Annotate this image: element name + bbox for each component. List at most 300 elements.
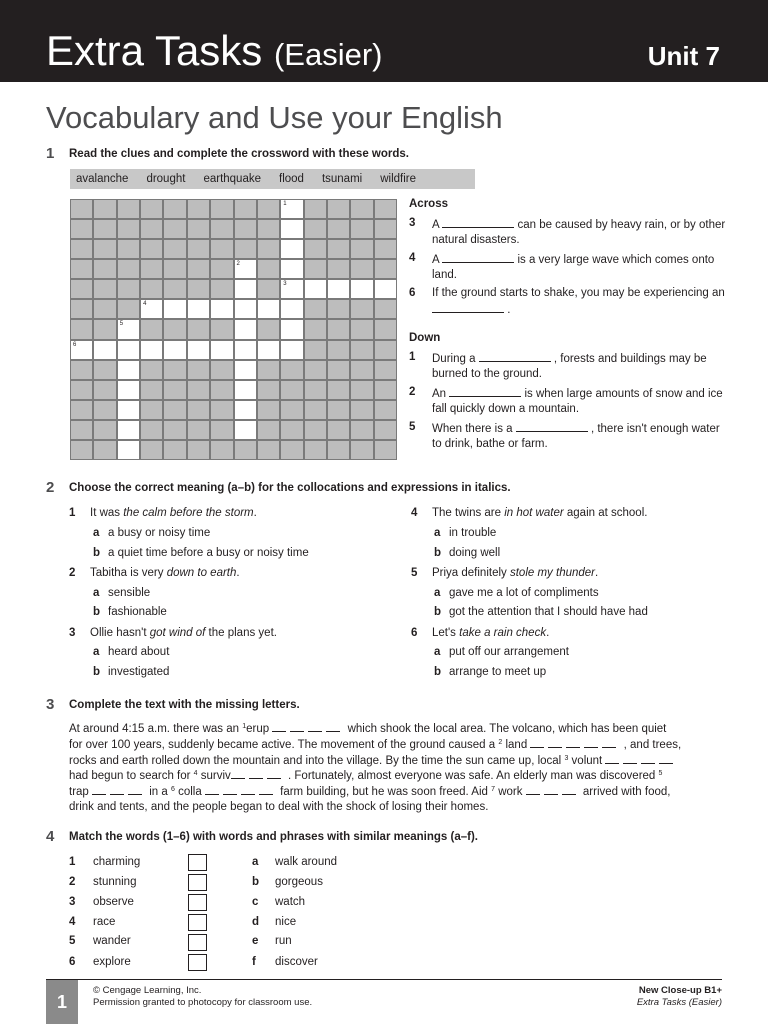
crossword-blocked-cell xyxy=(350,199,373,219)
copyright-text: © Cengage Learning, Inc. xyxy=(93,985,202,996)
word-stem: surviv xyxy=(200,770,231,783)
crossword-blocked-cell xyxy=(374,219,397,239)
clue-down-2 xyxy=(409,385,729,417)
gap-number: 1 xyxy=(242,723,247,730)
option-text: a quiet time before a busy or noisy time xyxy=(108,547,309,559)
gap-number: 4 xyxy=(193,770,198,778)
letter-gaps[interactable] xyxy=(605,755,677,767)
crossword-cell[interactable] xyxy=(93,340,116,360)
answer-blank[interactable] xyxy=(449,385,521,397)
text-line xyxy=(69,753,724,769)
letter-gaps[interactable] xyxy=(231,770,285,782)
crossword-blocked-cell xyxy=(257,400,280,420)
crossword-blocked-cell xyxy=(350,420,373,440)
question-number: 4 xyxy=(411,507,418,519)
crossword-blocked-cell xyxy=(350,400,373,420)
clue-number: 5 xyxy=(409,421,416,433)
crossword-blocked-cell xyxy=(374,259,397,279)
clue-text-after: is when large amounts of snow and ice fall quickly down a mountain. xyxy=(432,388,723,415)
letter-gaps[interactable] xyxy=(530,739,620,751)
word-stem: work xyxy=(498,786,523,799)
crossword-blocked-cell xyxy=(70,199,93,219)
crossword-blocked-cell xyxy=(234,440,257,460)
crossword-blocked-cell xyxy=(93,360,116,380)
crossword-blocked-cell xyxy=(304,199,327,219)
option-text: heard about xyxy=(108,646,170,658)
option-text: investigated xyxy=(108,666,170,678)
crossword-blocked-cell xyxy=(210,219,233,239)
crossword-blocked-cell xyxy=(163,199,186,219)
unit-label: Unit 7 xyxy=(647,41,720,71)
crossword-blocked-cell xyxy=(350,440,373,460)
crossword-cell[interactable] xyxy=(234,380,257,400)
answer-blank[interactable] xyxy=(442,216,514,228)
letter-gaps[interactable] xyxy=(92,786,146,798)
match-meaning: run xyxy=(275,935,292,947)
crossword-blocked-cell xyxy=(374,299,397,319)
crossword-blocked-cell xyxy=(210,199,233,219)
gap-number: 2 xyxy=(498,738,503,746)
crossword-blocked-cell xyxy=(374,420,397,440)
clue-text-after: , there isn't enough water to drink, bathe or farm. xyxy=(432,423,720,450)
task2-number: 2 xyxy=(46,479,55,496)
answer-box-4[interactable] xyxy=(188,914,207,931)
crossword-blocked-cell xyxy=(210,279,233,299)
text-run: . Fortunately, almost everyone was safe. An elderly man was discovered xyxy=(284,770,659,783)
crossword-blocked-cell xyxy=(304,299,327,319)
task2-instruction: Choose the correct meaning (a–b) for the collocations and expressions in italics. xyxy=(69,482,511,494)
crossword-cell[interactable] xyxy=(234,340,257,360)
crossword-blocked-cell xyxy=(117,219,140,239)
crossword-cell[interactable] xyxy=(140,299,163,319)
match-word: stunning xyxy=(93,876,137,888)
answer-box-3[interactable] xyxy=(188,894,207,911)
match-meaning: walk around xyxy=(275,856,338,868)
crossword-blocked-cell xyxy=(117,259,140,279)
crossword-cell[interactable] xyxy=(234,259,257,279)
crossword-blocked-cell xyxy=(93,239,116,259)
match-letter: a xyxy=(252,856,259,868)
crossword-blocked-cell xyxy=(304,440,327,460)
option-text: put off our arrangement xyxy=(449,646,569,658)
down-heading: Down xyxy=(409,332,441,344)
crossword-cell[interactable] xyxy=(280,259,303,279)
crossword-blocked-cell xyxy=(374,340,397,360)
crossword-blocked-cell xyxy=(257,219,280,239)
crossword-cell[interactable] xyxy=(210,340,233,360)
crossword-blocked-cell xyxy=(350,380,373,400)
crossword-blocked-cell xyxy=(327,319,350,339)
crossword-blocked-cell xyxy=(93,299,116,319)
clue-text-after: , forests and buildings may be burned to the ground. xyxy=(432,353,707,380)
clue-across-3 xyxy=(409,216,729,248)
crossword-cell[interactable] xyxy=(374,279,397,299)
crossword-blocked-cell xyxy=(257,360,280,380)
header-subtitle: (Easier) xyxy=(273,37,383,72)
book-title: New Close-up B1+ xyxy=(638,985,722,996)
crossword-cell[interactable] xyxy=(280,340,303,360)
crossword-blocked-cell xyxy=(327,440,350,460)
crossword-cell[interactable] xyxy=(280,299,303,319)
question-text: Ollie hasn't xyxy=(90,627,150,639)
crossword-blocked-cell xyxy=(257,380,280,400)
text-run: in a xyxy=(146,786,171,799)
question-text-end: again at school. xyxy=(563,507,648,519)
crossword-blocked-cell xyxy=(117,299,140,319)
footer-book xyxy=(637,985,722,1009)
crossword-blocked-cell xyxy=(70,360,93,380)
crossword-blocked-cell xyxy=(140,400,163,420)
gap-fill-text xyxy=(69,721,724,815)
section-title: Vocabulary and Use your English xyxy=(46,100,503,135)
word-box-item: earthquake xyxy=(203,173,261,185)
header-title xyxy=(46,28,382,78)
crossword-cell[interactable] xyxy=(280,279,303,299)
option-text: arrange to meet up xyxy=(449,666,547,678)
clue-text-after: is a very large wave which comes onto land. xyxy=(432,254,715,281)
question-expression: got wind of xyxy=(149,627,206,639)
crossword-blocked-cell xyxy=(187,360,210,380)
crossword-cell[interactable] xyxy=(234,360,257,380)
match-meaning: gorgeous xyxy=(275,876,323,888)
text-run: which shook the local area. The volcano, which has been quiet xyxy=(344,723,667,735)
crossword-cell[interactable] xyxy=(234,400,257,420)
crossword-blocked-cell xyxy=(374,380,397,400)
crossword-blocked-cell xyxy=(93,440,116,460)
question-expression: in hot water xyxy=(504,507,564,519)
crossword-clue-number: 3 xyxy=(283,281,287,288)
crossword-blocked-cell xyxy=(187,239,210,259)
question-text: The twins are xyxy=(432,507,505,519)
crossword-blocked-cell xyxy=(350,319,373,339)
option-text: in trouble xyxy=(449,527,497,539)
crossword-blocked-cell xyxy=(93,380,116,400)
task1-number: 1 xyxy=(46,145,55,162)
word-stem: erup xyxy=(246,723,270,735)
crossword-blocked-cell xyxy=(257,319,280,339)
crossword-blocked-cell xyxy=(280,420,303,440)
across-heading: Across xyxy=(409,198,448,210)
task3-instruction: Complete the text with the missing letters. xyxy=(69,699,300,711)
crossword-blocked-cell xyxy=(257,440,280,460)
question-text-end: . xyxy=(253,507,257,519)
crossword-blocked-cell xyxy=(350,259,373,279)
match-letter: b xyxy=(252,876,260,888)
letter-gaps[interactable] xyxy=(205,786,277,798)
crossword-blocked-cell xyxy=(374,319,397,339)
crossword-blocked-cell xyxy=(140,239,163,259)
crossword-blocked-cell xyxy=(374,239,397,259)
crossword-blocked-cell xyxy=(140,259,163,279)
text-line: drink and tents, and the people began to deal with the shock of losing their homes. xyxy=(69,800,489,813)
crossword-blocked-cell xyxy=(327,299,350,319)
gap-number: 6 xyxy=(170,786,175,794)
crossword-cell[interactable] xyxy=(234,319,257,339)
crossword-cell[interactable] xyxy=(280,219,303,239)
crossword-blocked-cell xyxy=(257,420,280,440)
crossword-blocked-cell xyxy=(327,380,350,400)
letter-gaps[interactable] xyxy=(526,786,580,798)
clue-number: 6 xyxy=(409,287,416,299)
crossword-blocked-cell xyxy=(163,279,186,299)
question-number: 6 xyxy=(411,627,418,639)
clue-number: 2 xyxy=(409,386,416,398)
crossword-blocked-cell xyxy=(140,219,163,239)
crossword-cell[interactable] xyxy=(257,299,280,319)
clue-text-before: A xyxy=(432,254,440,266)
crossword-cell[interactable] xyxy=(187,340,210,360)
option-text: got the attention that I should have had xyxy=(449,606,648,618)
crossword-grid[interactable] xyxy=(70,199,397,460)
crossword-cell[interactable] xyxy=(117,340,140,360)
text-run: for over 100 years, suddenly became active. The movement of the ground caused a xyxy=(69,738,499,751)
answer-blank[interactable] xyxy=(516,420,588,432)
crossword-blocked-cell xyxy=(70,239,93,259)
option-text: a busy or noisy time xyxy=(108,527,211,539)
crossword-blocked-cell xyxy=(327,239,350,259)
crossword-blocked-cell xyxy=(140,380,163,400)
question-text-end: . xyxy=(236,567,240,579)
text-line xyxy=(69,737,724,753)
crossword-blocked-cell xyxy=(187,420,210,440)
crossword-cell[interactable] xyxy=(280,319,303,339)
answer-box-5[interactable] xyxy=(188,934,207,951)
match-meaning: watch xyxy=(275,896,306,908)
question-text: Let's xyxy=(432,627,460,639)
crossword-cell[interactable] xyxy=(327,279,350,299)
match-number: 4 xyxy=(69,916,76,928)
crossword-cell[interactable] xyxy=(234,299,257,319)
crossword-blocked-cell xyxy=(350,340,373,360)
crossword-blocked-cell xyxy=(280,380,303,400)
text-run: , and trees, xyxy=(620,738,682,751)
book-subtitle: Extra Tasks (Easier) xyxy=(636,997,722,1008)
text-line xyxy=(69,784,724,800)
crossword-blocked-cell xyxy=(187,219,210,239)
crossword-blocked-cell xyxy=(140,420,163,440)
crossword-blocked-cell xyxy=(304,380,327,400)
crossword-blocked-cell xyxy=(304,340,327,360)
footer-copyright xyxy=(93,985,312,1009)
clue-text-before: During a xyxy=(432,353,476,365)
crossword-blocked-cell xyxy=(374,199,397,219)
crossword-cell[interactable] xyxy=(117,440,140,460)
question-text-end: the plans yet. xyxy=(205,627,277,639)
crossword-blocked-cell xyxy=(70,219,93,239)
option-text: fashionable xyxy=(108,606,167,618)
word-box xyxy=(70,169,475,189)
clue-down-5 xyxy=(409,420,729,452)
crossword-cell[interactable] xyxy=(140,340,163,360)
match-word: charming xyxy=(93,856,141,868)
gap-number: 5 xyxy=(658,770,663,778)
crossword-blocked-cell xyxy=(163,319,186,339)
crossword-blocked-cell xyxy=(117,199,140,219)
match-number: 2 xyxy=(69,876,76,888)
crossword-blocked-cell xyxy=(93,199,116,219)
crossword-blocked-cell xyxy=(187,400,210,420)
page-number: 1 xyxy=(46,980,78,1024)
crossword-blocked-cell xyxy=(304,219,327,239)
match-number: 5 xyxy=(69,935,76,947)
answer-box-1[interactable] xyxy=(188,854,207,871)
crossword-cell[interactable] xyxy=(234,420,257,440)
crossword-blocked-cell xyxy=(163,259,186,279)
match-number: 3 xyxy=(69,896,76,908)
crossword-cell[interactable] xyxy=(117,319,140,339)
crossword-cell[interactable] xyxy=(163,299,186,319)
match-letter: d xyxy=(252,916,260,928)
word-stem: colla xyxy=(178,786,202,799)
crossword-cell[interactable] xyxy=(280,239,303,259)
clue-text-after: . xyxy=(507,304,511,316)
crossword-blocked-cell xyxy=(163,380,186,400)
answer-blank[interactable] xyxy=(479,350,551,362)
word-box-item: flood xyxy=(279,173,304,185)
crossword-blocked-cell xyxy=(93,219,116,239)
word-stem: trap xyxy=(69,786,89,799)
question-number: 5 xyxy=(411,567,418,579)
crossword-blocked-cell xyxy=(304,400,327,420)
crossword-clue-number: 2 xyxy=(236,261,240,268)
crossword-blocked-cell xyxy=(234,239,257,259)
question-expression: the calm before the storm xyxy=(123,507,254,519)
crossword-blocked-cell xyxy=(187,380,210,400)
clue-text-before: An xyxy=(432,388,447,400)
crossword-blocked-cell xyxy=(350,219,373,239)
word-box-item: drought xyxy=(146,173,186,185)
crossword-blocked-cell xyxy=(280,360,303,380)
crossword-cell[interactable] xyxy=(304,279,327,299)
crossword-blocked-cell xyxy=(210,319,233,339)
crossword-blocked-cell xyxy=(70,440,93,460)
crossword-blocked-cell xyxy=(70,420,93,440)
clue-across-6 xyxy=(409,286,729,318)
crossword-blocked-cell xyxy=(257,239,280,259)
crossword-cell[interactable] xyxy=(234,279,257,299)
gap-number: 3 xyxy=(564,754,569,762)
crossword-blocked-cell xyxy=(93,400,116,420)
option-text: sensible xyxy=(108,587,151,599)
clue-text-after: can be caused by heavy rain, or by other natural disasters. xyxy=(432,219,726,246)
answer-box-6[interactable] xyxy=(188,954,207,971)
crossword-blocked-cell xyxy=(327,360,350,380)
crossword-cell[interactable] xyxy=(70,340,93,360)
text-line xyxy=(69,721,724,737)
word-stem: land xyxy=(505,738,528,751)
answer-blank[interactable] xyxy=(442,251,514,263)
crossword-blocked-cell xyxy=(187,199,210,219)
crossword-blocked-cell xyxy=(374,440,397,460)
crossword-cell[interactable] xyxy=(187,299,210,319)
crossword-blocked-cell xyxy=(234,199,257,219)
question-text-end: . xyxy=(595,567,599,579)
task4-instruction: Match the words (1–6) with words and phrases with similar meanings (a–f). xyxy=(69,831,478,843)
crossword-blocked-cell xyxy=(163,440,186,460)
match-meaning: discover xyxy=(275,956,318,968)
question-text: Priya definitely xyxy=(432,567,510,579)
match-letter: f xyxy=(252,956,256,968)
answer-blank[interactable] xyxy=(432,301,504,313)
crossword-cell[interactable] xyxy=(350,279,373,299)
word-stem: volunt xyxy=(571,754,603,767)
crossword-cell[interactable] xyxy=(117,420,140,440)
task1-instruction: Read the clues and complete the crossword with these words. xyxy=(69,148,409,160)
crossword-blocked-cell xyxy=(257,279,280,299)
question-text: It was xyxy=(90,507,124,519)
crossword-blocked-cell xyxy=(140,440,163,460)
crossword-blocked-cell xyxy=(187,319,210,339)
crossword-blocked-cell xyxy=(163,360,186,380)
match-word: explore xyxy=(93,956,131,968)
task3-number: 3 xyxy=(46,696,55,713)
clue-text-before: A xyxy=(432,219,440,231)
crossword-blocked-cell xyxy=(304,259,327,279)
clue-down-1 xyxy=(409,350,729,382)
crossword-blocked-cell xyxy=(210,400,233,420)
crossword-blocked-cell xyxy=(210,440,233,460)
crossword-blocked-cell xyxy=(187,440,210,460)
crossword-cell[interactable] xyxy=(117,400,140,420)
crossword-blocked-cell xyxy=(210,360,233,380)
word-box-item: tsunami xyxy=(321,173,363,185)
crossword-blocked-cell xyxy=(350,299,373,319)
match-number: 1 xyxy=(69,856,76,868)
answer-box-2[interactable] xyxy=(188,874,207,891)
crossword-blocked-cell xyxy=(187,279,210,299)
crossword-cell[interactable] xyxy=(117,360,140,380)
crossword-cell[interactable] xyxy=(117,380,140,400)
crossword-blocked-cell xyxy=(93,319,116,339)
crossword-blocked-cell xyxy=(140,199,163,219)
task4-number: 4 xyxy=(46,828,55,845)
crossword-blocked-cell xyxy=(374,400,397,420)
crossword-blocked-cell xyxy=(187,259,210,279)
match-word: observe xyxy=(93,896,134,908)
header-title-main: Extra Tasks xyxy=(46,27,263,74)
crossword-cell[interactable] xyxy=(210,299,233,319)
crossword-blocked-cell xyxy=(327,259,350,279)
word-box-item: avalanche xyxy=(76,173,129,185)
crossword-blocked-cell xyxy=(304,420,327,440)
question-expression: take a rain check xyxy=(459,627,547,639)
crossword-blocked-cell xyxy=(93,420,116,440)
crossword-cell[interactable] xyxy=(280,199,303,219)
crossword-blocked-cell xyxy=(374,360,397,380)
crossword-blocked-cell xyxy=(327,420,350,440)
crossword-blocked-cell xyxy=(70,299,93,319)
crossword-cell[interactable] xyxy=(163,340,186,360)
crossword-blocked-cell xyxy=(70,380,93,400)
crossword-clue-number: 1 xyxy=(283,201,287,207)
crossword-blocked-cell xyxy=(70,400,93,420)
match-letter: c xyxy=(252,896,259,908)
crossword-blocked-cell xyxy=(304,319,327,339)
page-header xyxy=(0,0,768,82)
crossword-blocked-cell xyxy=(210,259,233,279)
text-run: had begun to search for xyxy=(69,770,194,783)
crossword-cell[interactable] xyxy=(257,340,280,360)
permission-text: Permission granted to photocopy for classroom use. xyxy=(93,997,313,1008)
match-word: wander xyxy=(93,935,131,947)
crossword-blocked-cell xyxy=(327,219,350,239)
crossword-blocked-cell xyxy=(140,360,163,380)
text-run: farm building, but he was soon freed. Aid xyxy=(276,786,492,799)
letter-gaps[interactable] xyxy=(272,723,344,735)
crossword-blocked-cell xyxy=(327,199,350,219)
crossword-blocked-cell xyxy=(304,239,327,259)
text-run: arrived with food, xyxy=(579,786,671,799)
